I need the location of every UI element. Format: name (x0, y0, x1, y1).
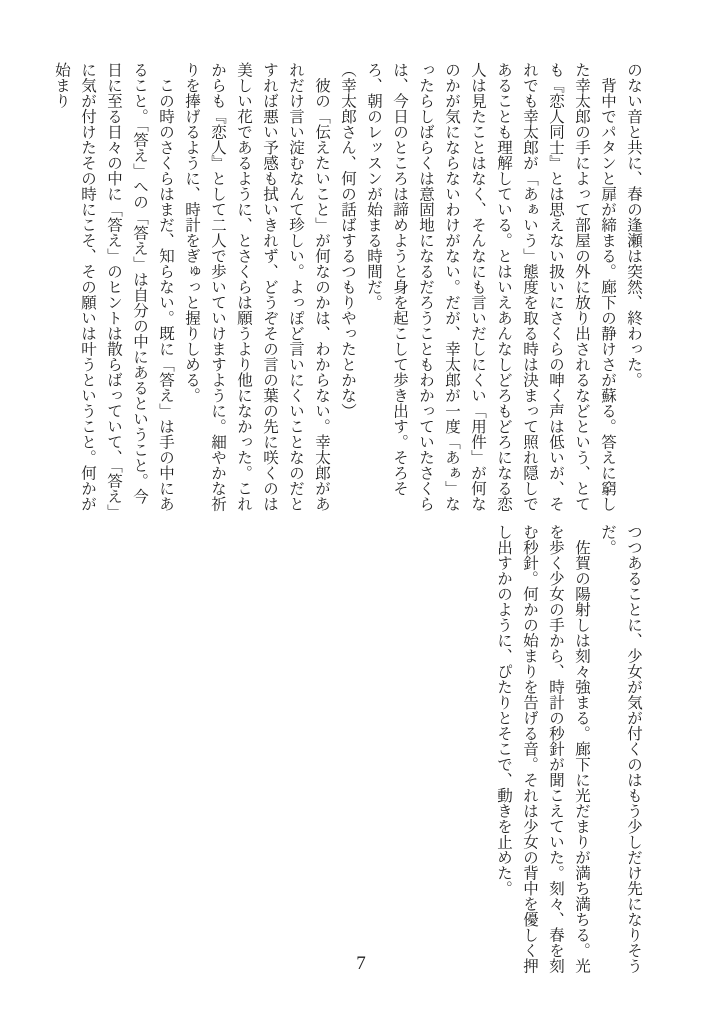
paragraph-5: この時のさくらはまだ、知らない。既に「答え」は手の中にあること。「答え」への「答え」は自分の中にあるということ。今日に至る日々の中に「答え」のヒントは散らばっていて、「答え」に気が付けたその時にこそ、その願いは叶うということ。何かが始まり (53, 62, 174, 512)
page-number: 7 (356, 953, 366, 974)
paragraph-4: 彼の「伝えたいこと」が何なのかは、わからない。幸太郎があれだけ言い淀むなんて珍しい。よっぽど言いにくいことなのだとすれば悪い予感も拭いきれず、どうぞその言の葉の先に咲くのは美しい花であるように、とさくらは願うより他になかった。これからも『恋人』として二人で歩いていけますように。細やかな祈りを捧げるように、時計をぎゅっと握りしめる。 (183, 62, 330, 512)
lower-text-block (486, 524, 646, 976)
paragraph-1: のない音と共に、春の逢瀬は突然、終わった。 (625, 62, 642, 388)
paragraph-3-inner-monologue: （幸太郎さん、何の話ばするつもりやったとかな） (339, 62, 356, 419)
paragraph-6: つつあることに、少女が気が付くのはもう少しだけ先になりそうだ。 (599, 524, 642, 974)
upper-text-block (53, 62, 646, 514)
paragraph-7: 佐賀の陽射しは刻々強まる。廊下に光だまりが満ち満ちる。光を歩く少女の手から、時計の秒針が聞こえていた。刻々、春を刻む秒針。何かの始まりを告げる音。それは少女の背中を優しく押し出すかのように、ぴたりとそこで、動きを止めた。 (495, 524, 590, 974)
paragraph-2: 背中でパタンと扉が締まる。廊下の静けさが蘇る。答えに窮した幸太郎の手によって部屋の外に放り出されるなどという、とても『恋人同士』とは思えない扱いにさくらの呻く声は低いが、それでも幸太郎が「あぁいう」態度を取る時は決まって照れ隠しであることも理解している。とはいえあんなしどろもどろになる恋人は見たことはなく、そんなにも言いだしにくい「用件」が何なのかが気にならないわけがない。だが、幸太郎が一度「あぁ」なったらしばらくは意固地になるだろうこともわかっていたさくらは、今日のところは諦めようと身を起こして歩き出す。そろそろ、朝のレッスンが始まる時間だ。 (365, 62, 616, 512)
